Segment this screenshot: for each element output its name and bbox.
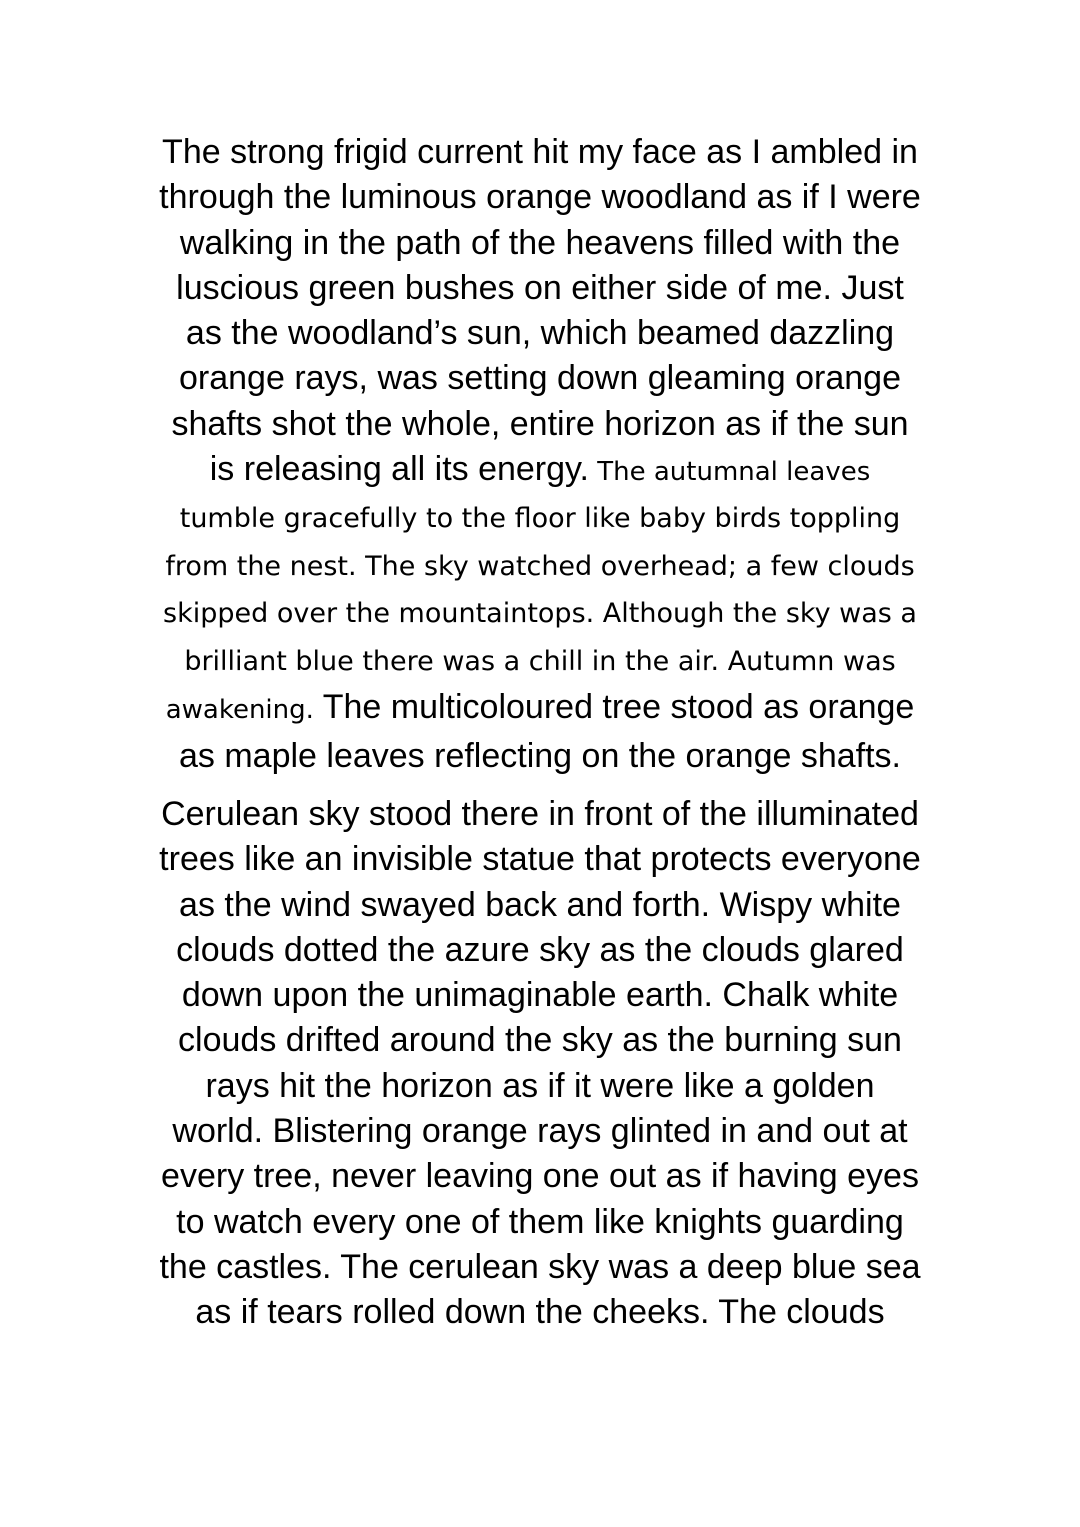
text-line-mixed bbox=[0, 685, 1080, 733]
text-line: as the woodland’s sun, which beamed dazzling bbox=[185, 314, 895, 353]
text-line: as if tears rolled down the cheeks. The clouds bbox=[195, 1293, 885, 1332]
text-line: every tree, never leaving one out as if having eyes bbox=[161, 1157, 919, 1196]
text-line: Cerulean sky stood there in front of the illuminated bbox=[161, 795, 919, 833]
text-line: clouds drifted around the sky as the burning sun bbox=[178, 1021, 902, 1060]
text-line: walking in the path of the heavens filled with the bbox=[179, 223, 901, 262]
text-line: the castles. The cerulean sky was a deep blue sea bbox=[159, 1247, 921, 1286]
text-line: The strong frigid current hit my face as I ambled in bbox=[162, 133, 918, 171]
text-line-mixed bbox=[0, 447, 1080, 495]
text-segment: awakening. bbox=[165, 695, 314, 726]
text-line: tumble gracefully to the floor like baby birds toppling bbox=[179, 503, 901, 535]
text-line: skipped over the mountaintops. Although the sky was a bbox=[163, 598, 917, 630]
text-line: down upon the unimaginable earth. Chalk white bbox=[181, 976, 899, 1015]
text-line: trees like an invisible statue that protects everyone bbox=[159, 840, 921, 879]
text-line: as maple leaves reflecting on the orange shafts. bbox=[179, 736, 901, 775]
text-line: orange rays, was setting down gleaming orange bbox=[179, 359, 901, 398]
text-line: rays hit the horizon as if it were like a golden bbox=[205, 1066, 875, 1105]
text-line: shafts shot the whole, entire horizon as if the sun bbox=[171, 404, 909, 443]
text-line: world. Blistering orange rays glinted in and out at bbox=[172, 1112, 908, 1151]
text-line: through the luminous orange woodland as if I were bbox=[159, 178, 921, 217]
text-line: from the nest. The sky watched overhead; a few clouds bbox=[165, 550, 915, 582]
text-line: luscious green bushes on either side of me. Just bbox=[176, 268, 904, 307]
paragraph-1 bbox=[0, 130, 1080, 779]
text-line: to watch every one of them like knights guarding bbox=[176, 1202, 904, 1241]
paragraph-2 bbox=[0, 792, 1080, 1336]
text-line: clouds dotted the azure sky as the clouds glared bbox=[176, 930, 904, 969]
text-segment: The autumnal leaves bbox=[588, 457, 871, 488]
text-segment: is releasing all its energy. bbox=[209, 450, 589, 489]
text-line: as the wind swayed back and forth. Wispy white bbox=[179, 885, 901, 924]
text-segment: The multicoloured tree stood as orange bbox=[313, 688, 915, 727]
text-line: brilliant blue there was a chill in the air. Autumn was bbox=[184, 645, 896, 677]
